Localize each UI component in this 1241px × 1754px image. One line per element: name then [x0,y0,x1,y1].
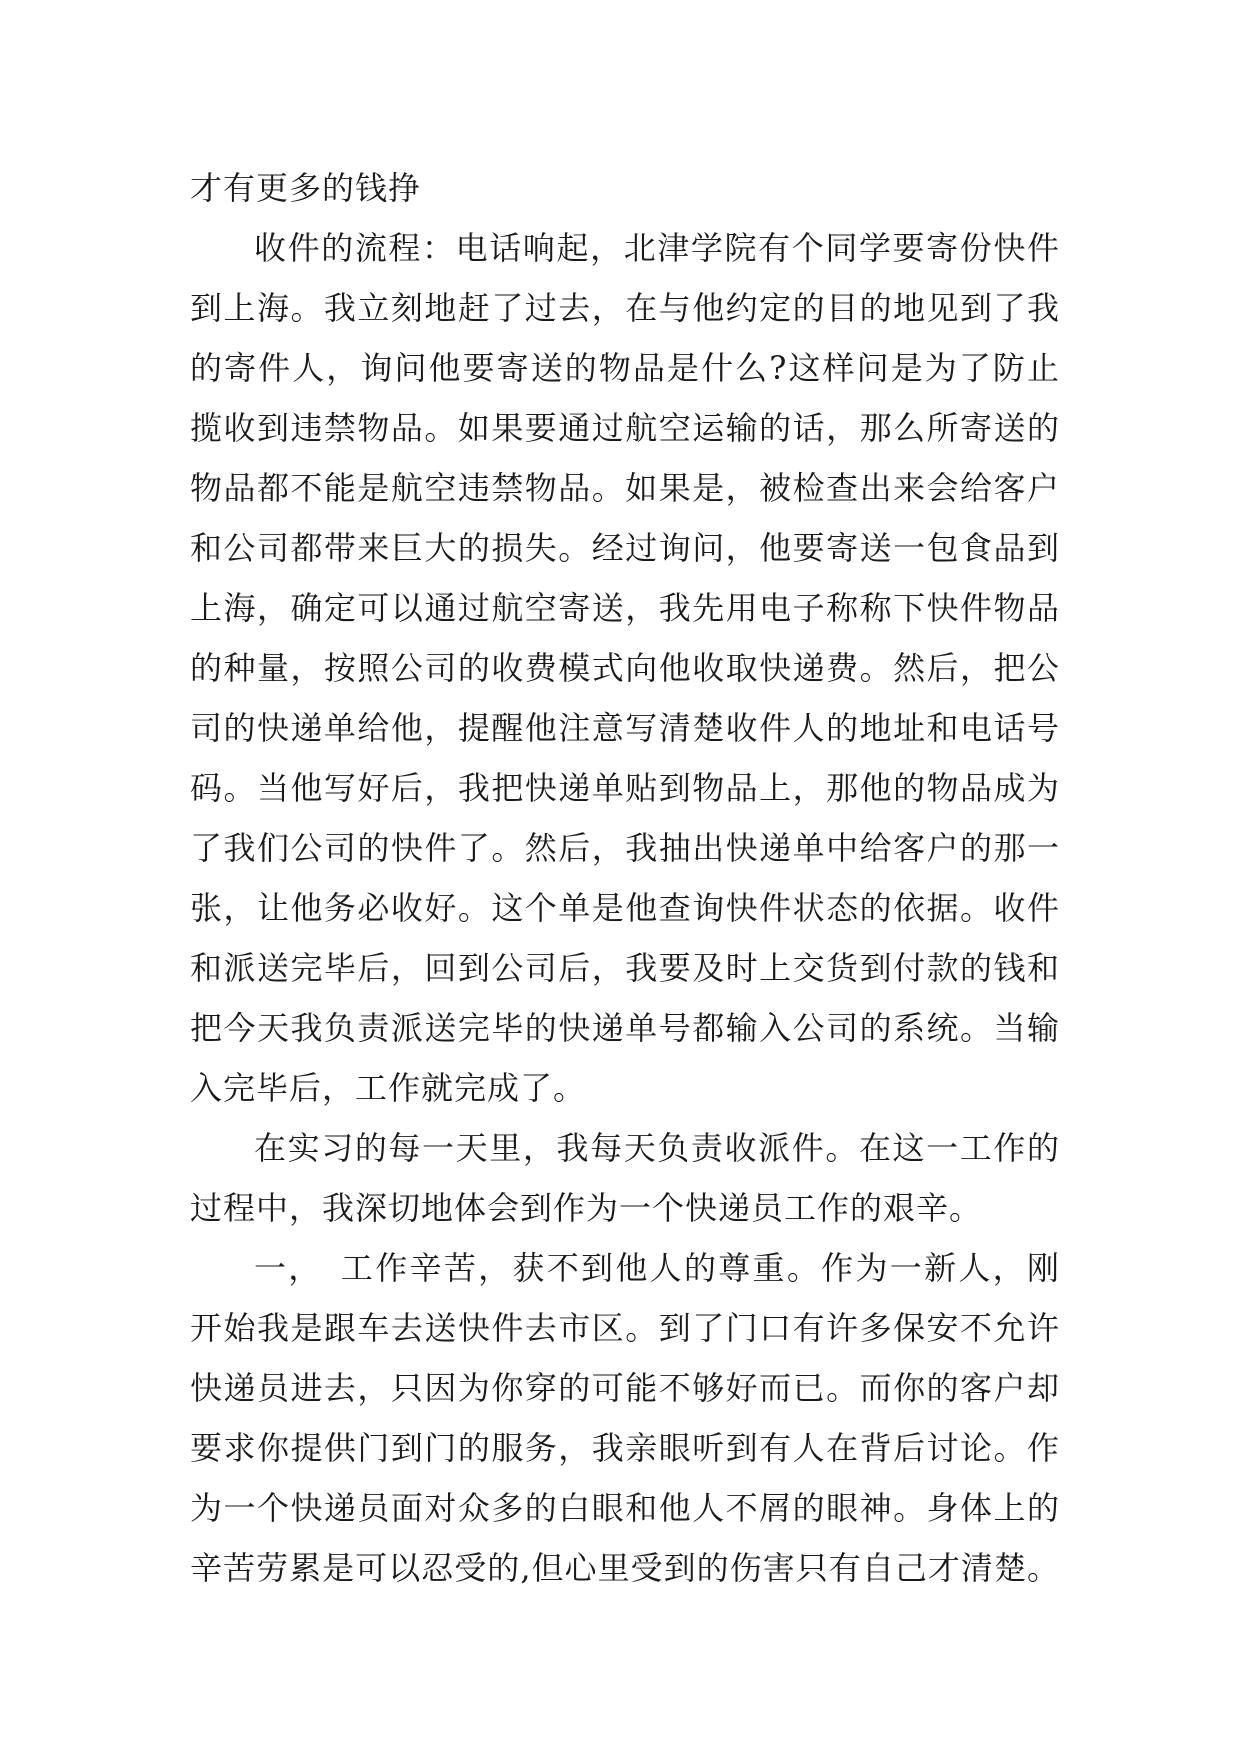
document-body [190,158,1060,1598]
text-line: 上海，确定可以通过航空寄送，我先用电子称称下快件物品 [190,589,1060,627]
text-line: 的寄件人，询问他要寄送的物品是什么?这样问是为了防止 [190,349,1060,387]
text-line: 和派送完毕后，回到公司后，我要及时上交货到付款的钱和 [190,949,1060,987]
text-line: 入完毕后，工作就完成了。 [190,1069,587,1107]
text-line: 过程中，我深切地体会到作为一个快递员工作的艰辛。 [190,1189,983,1227]
text-line: 要求你提供门到门的服务，我亲眼听到有人在背后讨论。作 [190,1429,1060,1467]
paragraph-first-line: 收件的流程：电话响起，北津学院有个同学要寄份快件 [254,229,1060,267]
text-line: 司的快递单给他，提醒他注意写清楚收件人的地址和电话号 [190,709,1060,747]
text-line: 揽收到违禁物品。如果要通过航空运输的话，那么所寄送的 [190,409,1060,447]
text-line: 把今天我负责派送完毕的快递单号都输入公司的系统。当输 [190,1009,1060,1047]
paragraph-first-line: 一， 工作辛苦，获不到他人的尊重。作为一新人，刚 [254,1249,1060,1287]
text-line: 辛苦劳累是可以忍受的,但心里受到的伤害只有自己才清楚。 [190,1549,1060,1587]
text-line: 张，让他务必收好。这个单是他查询快件状态的依据。收件 [190,889,1060,927]
text-line: 码。当他写好后，我把快递单贴到物品上，那他的物品成为 [190,769,1060,807]
text-line: 快递员进去，只因为你穿的可能不够好而已。而你的客户却 [190,1369,1060,1407]
text-line: 开始我是跟车去送快件去市区。到了门口有许多保安不允许 [190,1309,1060,1347]
text-line: 才有更多的钱挣 [190,169,422,207]
text-line: 物品都不能是航空违禁物品。如果是，被检查出来会给客户 [190,469,1060,507]
text-line: 了我们公司的快件了。然后，我抽出快递单中给客户的那一 [190,829,1060,867]
paragraph-first-line: 在实习的每一天里，我每天负责收派件。在这一工作的 [254,1129,1060,1167]
text-line: 为一个快递员面对众多的白眼和他人不屑的眼神。身体上的 [190,1489,1060,1527]
text-line: 到上海。我立刻地赶了过去，在与他约定的目的地见到了我 [190,289,1060,327]
text-line: 和公司都带来巨大的损失。经过询问，他要寄送一包食品到 [190,529,1060,567]
text-line: 的种量，按照公司的收费模式向他收取快递费。然后，把公 [190,649,1060,687]
